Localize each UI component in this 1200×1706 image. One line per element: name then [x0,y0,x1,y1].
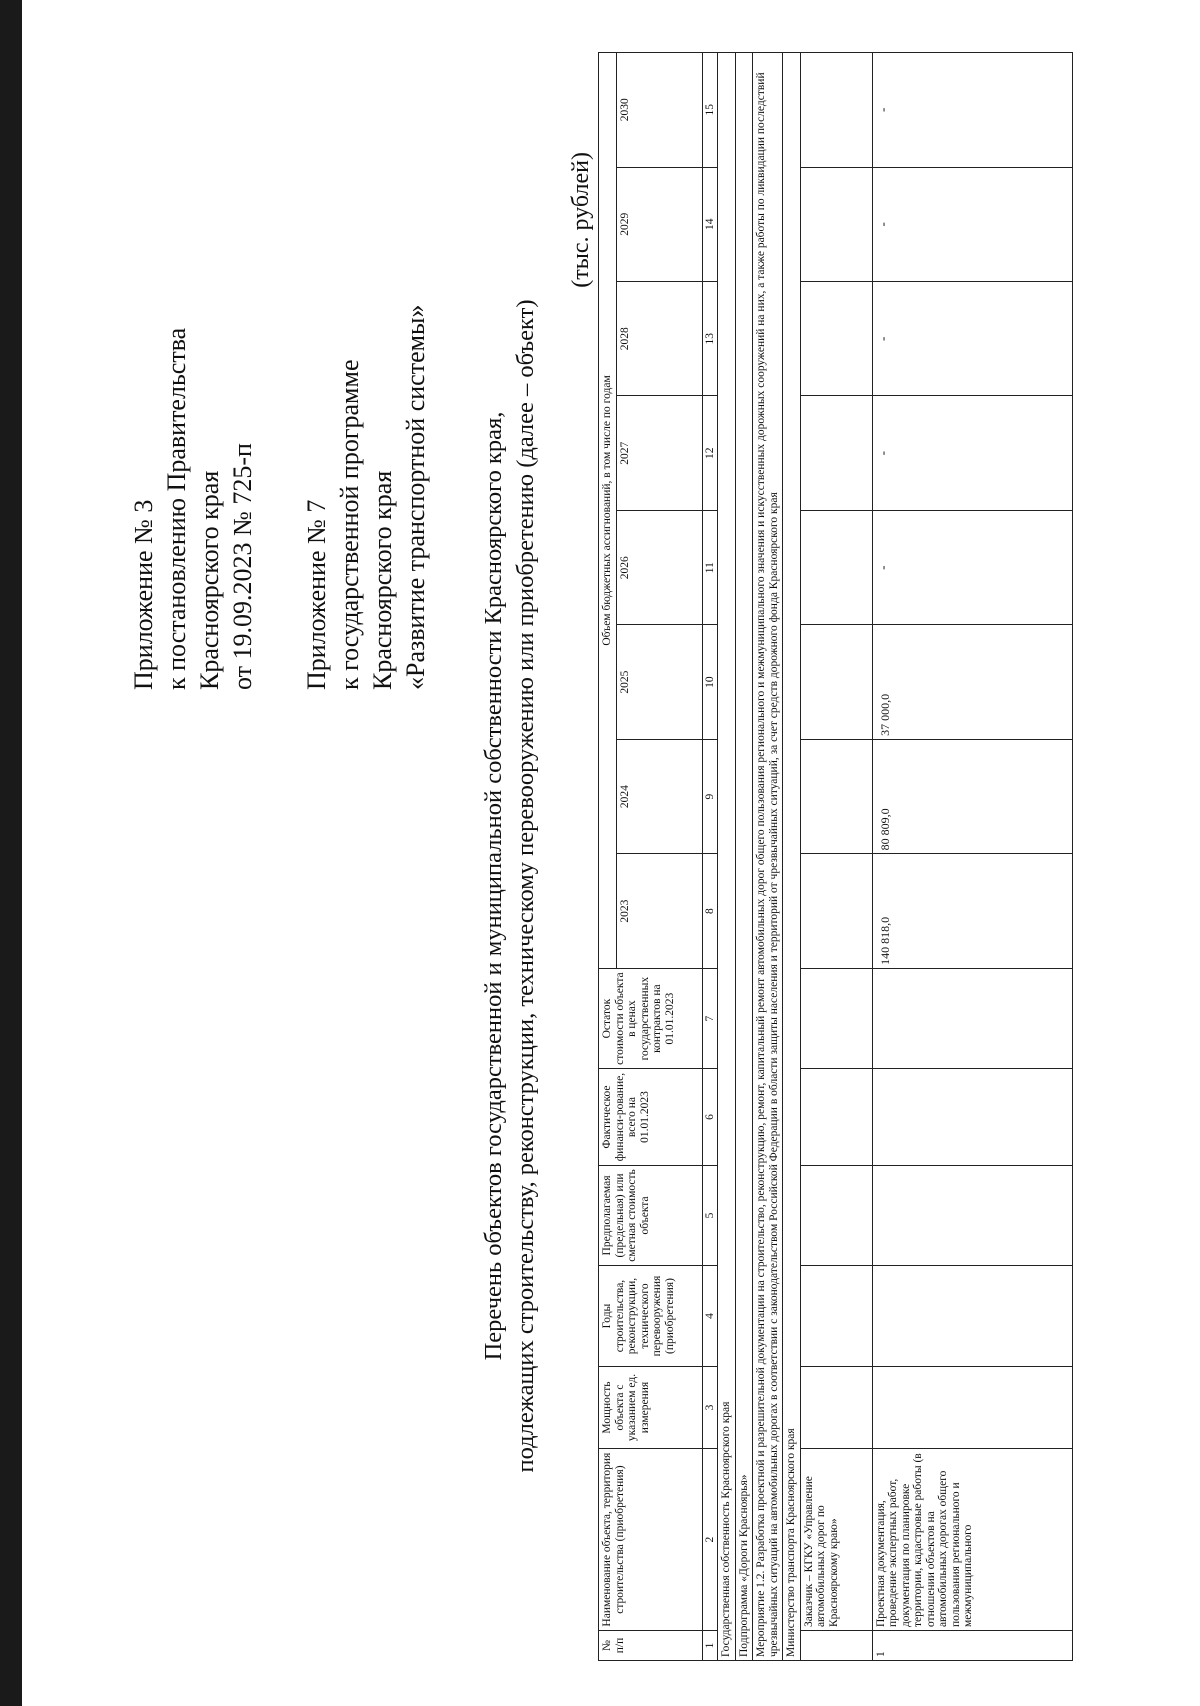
appendix-order-line: Приложение № 3 [129,499,158,690]
column-number: 9 [702,739,718,853]
customer-name: Заказчик – КГКУ «Управление автомобильных дорог по Красноярскому краю» [800,1449,872,1631]
section-state-property: Государственная собственность Красноярского края [718,53,736,1661]
header-actual-financing: Фактическое финанси-рование, всего на 01.01.2023 [599,1069,703,1165]
subprogram-title: Подпрограмма «Дороги Красноярья» [735,53,753,1661]
column-number: 4 [702,1266,718,1367]
header-num: № п/п [599,1631,703,1661]
column-number: 10 [702,625,718,739]
empty-cell [800,282,872,396]
empty-cell [800,1165,872,1266]
header-estimated-cost: Предполагаемая (предельная) или сметная стоимость объекта [599,1165,703,1266]
header-year: 2029 [616,167,702,281]
appendix-program-line: «Развитие транспортной системы» [401,304,430,690]
value-2028: - [872,282,1072,396]
appendix-order-block [127,328,259,690]
column-number: 5 [702,1165,718,1266]
header-year: 2024 [616,739,702,853]
column-number: 15 [702,53,718,168]
header-capacity: Мощность объекта с указанием ед. измерения [599,1366,703,1448]
empty-cell [800,1069,872,1165]
value-2027: - [872,396,1072,510]
empty-cell [800,510,872,624]
column-number: 11 [702,510,718,624]
column-number: 7 [702,968,718,1069]
header-remaining-cost: Остаток стоимости объекта в ценах государственных контрактов на 01.01.2023 [599,968,703,1069]
value-2026: - [872,510,1072,624]
appendix-order-line: от 19.09.2023 № 725-п [228,443,257,690]
row-num: 1 [872,1631,1072,1661]
header-row-1 [599,53,617,1661]
section-row [718,53,736,1661]
empty-cell [800,396,872,510]
measure-description: Мероприятие 1.2. Разработка проектной и разрешительной документации на строительство, реконструкцию, ремонт, капитальный ремонт автомобильных дорог общего пользования регионального и межмуниципального значения и искусственных дорожных сооружений на них, а также работы по ликвидации последствий чрезвычайных ситуаций на автомобильных дорогах в соответствии с законодательством Российской Федерации в области защиты населения и территорий от чрезвычайных ситуаций, за счет средств дорожного фонда Красноярского края [753,53,783,1661]
empty-cell [872,968,1072,1069]
column-number: 2 [702,1449,718,1631]
subprogram-row [735,53,753,1661]
empty-cell [800,1266,872,1367]
header-year: 2027 [616,396,702,510]
column-number: 14 [702,167,718,281]
empty-cell [872,1165,1072,1266]
row-name: Проектная документация, проведение экспертных работ, документация по планировке территории, кадастровые работы (в отношении объектов на автомобильных дорогах общего пользования регионального и межмуниципального [872,1449,1072,1631]
header-budget-group: Объем бюджетных ассигнований, в том числе по годам [599,53,617,969]
appendix-program-block [300,304,432,690]
empty-cell [800,1366,872,1448]
header-year: 2025 [616,625,702,739]
column-number: 8 [702,854,718,968]
header-year: 2023 [616,854,702,968]
value-2029: - [872,167,1072,281]
document-title-line-1: Перечень объектов государственной и муниципальной собственности Красноярского края, [480,411,507,1361]
ministry-title: Министерство транспорта Красноярского края [783,53,801,1661]
header-year: 2028 [616,282,702,396]
column-number: 6 [702,1069,718,1165]
header-year: 2030 [616,53,702,168]
customer-row [800,53,872,1661]
ministry-row [783,53,801,1661]
units-label: (тыс. рублей) [568,152,594,288]
appendix-program-line: Красноярского края [368,470,397,690]
empty-cell [800,739,872,853]
empty-cell [800,167,872,281]
empty-cell [872,1266,1072,1367]
empty-cell [800,625,872,739]
appendix-program-line: к государственной программе [335,359,364,690]
document-title-line-2: подлежащих строительству, реконструкции, техническому перевооружению или приобретению (далее – объект) [512,299,539,1473]
column-number: 13 [702,282,718,396]
measure-row [753,53,783,1661]
empty-cell [872,1069,1072,1165]
empty-cell [800,968,872,1069]
table-row [872,53,1072,1661]
empty-cell [800,53,872,168]
objects-table [598,52,1073,1661]
column-number-row [702,53,718,1661]
header-years: Годы строительства, реконструкции, технического перевооружения (приобретения) [599,1266,703,1367]
header-name: Наименование объекта, территория строительства (приобретения) [599,1449,703,1631]
value-2030: - [872,53,1072,168]
empty-cell [872,1366,1072,1448]
appendix-program-line: Приложение № 7 [302,499,331,690]
appendix-order-line: к постановлению Правительства [162,327,191,690]
appendix-order-line: Красноярского края [195,470,224,690]
value-2024: 80 809,0 [872,739,1072,853]
value-2023: 140 818,0 [872,854,1072,968]
column-number: 12 [702,396,718,510]
empty-cell [800,854,872,968]
value-2025: 37 000,0 [872,625,1072,739]
customer-num-cell [800,1631,872,1661]
column-number: 1 [702,1631,718,1661]
column-number: 3 [702,1366,718,1448]
header-year: 2026 [616,510,702,624]
